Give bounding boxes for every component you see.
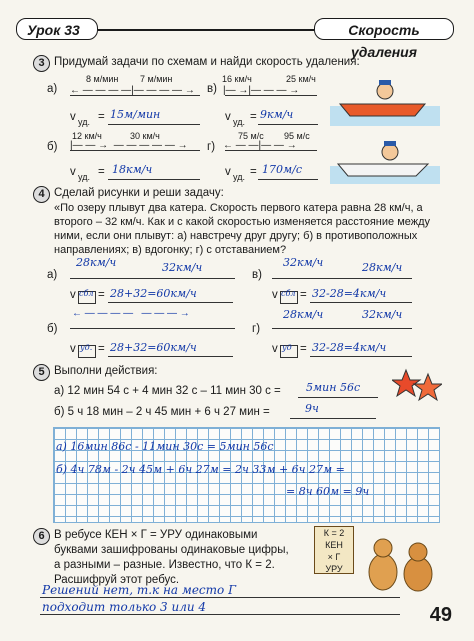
task4-line3: ними, если они плывут: а) навстречу друг другу; б) в противоположных (54, 230, 418, 242)
rebus-sign-g: × Г (327, 552, 341, 562)
task3-a-answer-line (108, 124, 200, 125)
task5-work-line1: а) 16мин 86с - 11мин 30с = 5мин 56с (56, 440, 274, 453)
task4-v-answer: 32-28=4км/ч (312, 287, 387, 300)
task4-a-line (70, 278, 235, 279)
task3-g-sub: уд. (233, 172, 245, 182)
task6-answer-line2 (40, 614, 400, 615)
task4-b-answer-line (108, 356, 233, 357)
boat-illustration (330, 66, 440, 186)
task6-hand2: подходит только 3 или 4 (42, 600, 207, 614)
task4-v-hand2: 28км/ч (362, 261, 403, 274)
task4-line1: «По озеру плывут два катера. Скорость первого катера равна 28 км/ч, а (54, 202, 423, 214)
task4-line2: второго – 32 км/ч. Как и с какой скоростью изменяется расстояние между (54, 216, 431, 228)
task4-g-line (272, 328, 412, 329)
task3-v-answer: 9км/ч (260, 108, 294, 121)
task5-title: Выполни действия: (54, 365, 158, 377)
task3-a-speed2: 7 м/мин (140, 74, 173, 84)
task4-title: Сделай рисунки и реши задачу: (54, 187, 224, 199)
task3-g-label: г) (207, 141, 216, 153)
task6-line4: Расшифруй этот ребус. (54, 574, 180, 586)
task3-g-eq: = (250, 166, 257, 178)
task4-a-eq: = (98, 289, 105, 301)
task4-v-v: v (272, 289, 278, 301)
task4-g-hand2: 32км/ч (362, 308, 403, 321)
task4-v-hand1: 32км/ч (283, 256, 324, 269)
task3-g-arrows: ← — —|— — → (223, 140, 297, 151)
star-characters-illustration (392, 366, 442, 406)
task3-a-eq: = (98, 111, 105, 123)
task4-a-v: v (70, 289, 76, 301)
task4-number: 4 (33, 186, 50, 203)
lesson-badge: Урок 33 (16, 18, 98, 40)
task5-a-expr: а) 12 мин 54 с + 4 мин 32 с – 11 мин 30 с = (54, 385, 281, 397)
task4-g-hand1: 28км/ч (283, 308, 324, 321)
task5-b-answer: 9ч (305, 402, 319, 415)
task3-a-speed1: 8 м/мин (86, 74, 119, 84)
task4-b-sub: уд. (80, 343, 93, 352)
task3-v-label: в) (207, 83, 217, 95)
rebus-sign-uru: УРУ (325, 564, 343, 574)
task3-v-v: v (225, 111, 231, 123)
task6-number: 6 (33, 528, 50, 545)
task4-a-answer: 28+32=60км/ч (110, 287, 197, 300)
task5-b-expr: б) 5 ч 18 мин – 2 ч 45 мин + 6 ч 27 мин = (54, 406, 270, 418)
rebus-sign (314, 526, 354, 574)
task6-line2: буквами зашифрованы одинаковые цифры, (54, 544, 289, 556)
task4-g-label: г) (252, 323, 261, 335)
task4-a-answer-line (108, 302, 233, 303)
task6-line1: В ребусе КЕН × Г = УРУ одинаковыми (54, 529, 258, 541)
task3-a-label: а) (47, 83, 58, 95)
page-number: 49 (429, 604, 452, 626)
task4-v-eq: = (300, 289, 307, 301)
task3-g-speed2: 95 м/с (284, 131, 310, 141)
task3-g-answer: 170м/с (262, 163, 302, 176)
task5-number: 5 (33, 364, 50, 381)
task4-b-label: б) (47, 323, 58, 335)
task3-g-v: v (225, 166, 231, 178)
task3-a-sub: уд. (78, 117, 90, 127)
task3-text: Придумай задачи по схемам и найди скорость удаления: (54, 56, 360, 68)
task4-g-v: v (272, 343, 278, 355)
task4-b-line (70, 328, 235, 329)
task3-b-speed1: 12 км/ч (72, 131, 102, 141)
task5-work-line3: = 8ч 60м = 9ч (286, 485, 370, 498)
task5-b-answer-line (290, 418, 376, 419)
task3-v-speed2: 25 км/ч (286, 74, 316, 84)
task4-v-line (272, 278, 412, 279)
task3-g-speed1: 75 м/с (238, 131, 264, 141)
task6-line3: а разными – разные. Известно, что К = 2. (54, 559, 275, 571)
task3-a-answer: 15м/мин (110, 108, 161, 121)
task4-a-label: а) (47, 269, 58, 281)
task3-b-arrows: |— — → — — — — — → (70, 140, 188, 151)
task4-v-sub: сбл (281, 289, 296, 298)
task4-a-sub: сбл (79, 289, 94, 298)
task3-a-v: v (70, 111, 76, 123)
task5-work-line2: б) 4ч 78м - 2ч 45м + 6ч 27м = 2ч 33м + 6ч 27м = (56, 463, 345, 476)
task5-a-answer-line (298, 397, 378, 398)
task3-v-sub: уд. (233, 117, 245, 127)
task3-b-answer: 18км/ч (112, 163, 153, 176)
task4-b-v: v (70, 343, 76, 355)
task3-b-speed2: 30 км/ч (130, 131, 160, 141)
task3-b-v: v (70, 166, 76, 178)
task3-v-speed1: 16 км/ч (222, 74, 252, 84)
task3-b-eq: = (98, 166, 105, 178)
task6-answer-line1 (40, 597, 400, 598)
task3-b-label: б) (47, 141, 58, 153)
task4-a-hand1: 28км/ч (76, 256, 117, 269)
task4-a-hand2: 32км/ч (162, 261, 203, 274)
task4-line4: направлениях; в) вдогонку; г) с отставанием? (54, 244, 287, 256)
task3-g-answer-line (258, 179, 318, 180)
task3-b-answer-line (108, 179, 200, 180)
topic-badge: Скорость удаления (314, 18, 454, 40)
task4-g-answer-line (310, 356, 412, 357)
task3-v-arrows: |— →|— — — → (223, 85, 300, 96)
task4-b-arrows: ← — — — — — — — → (72, 308, 190, 319)
task3-a-arrows: ← — — — —|— — — — → (70, 85, 195, 96)
task4-g-answer: 32-28=4км/ч (312, 341, 387, 354)
task3-number: 3 (33, 55, 50, 72)
task3-b-sub: уд. (78, 172, 90, 182)
task4-g-sub: уд (282, 343, 292, 352)
kangaroo-illustration (358, 532, 440, 594)
task4-g-eq: = (300, 343, 307, 355)
task3-v-answer-line (258, 124, 318, 125)
rebus-sign-ken: КЕН (325, 540, 343, 550)
task4-b-answer: 28+32=60км/ч (110, 341, 197, 354)
task4-b-eq: = (98, 343, 105, 355)
header-rule (98, 29, 314, 31)
task5-a-answer: 5мин 56с (306, 381, 361, 394)
task4-v-label: в) (252, 269, 262, 281)
rebus-sign-k: К = 2 (323, 528, 345, 538)
task6-hand1: Решений нет, т.к на место Г (42, 583, 237, 597)
task4-v-answer-line (310, 302, 412, 303)
task3-v-eq: = (250, 111, 257, 123)
